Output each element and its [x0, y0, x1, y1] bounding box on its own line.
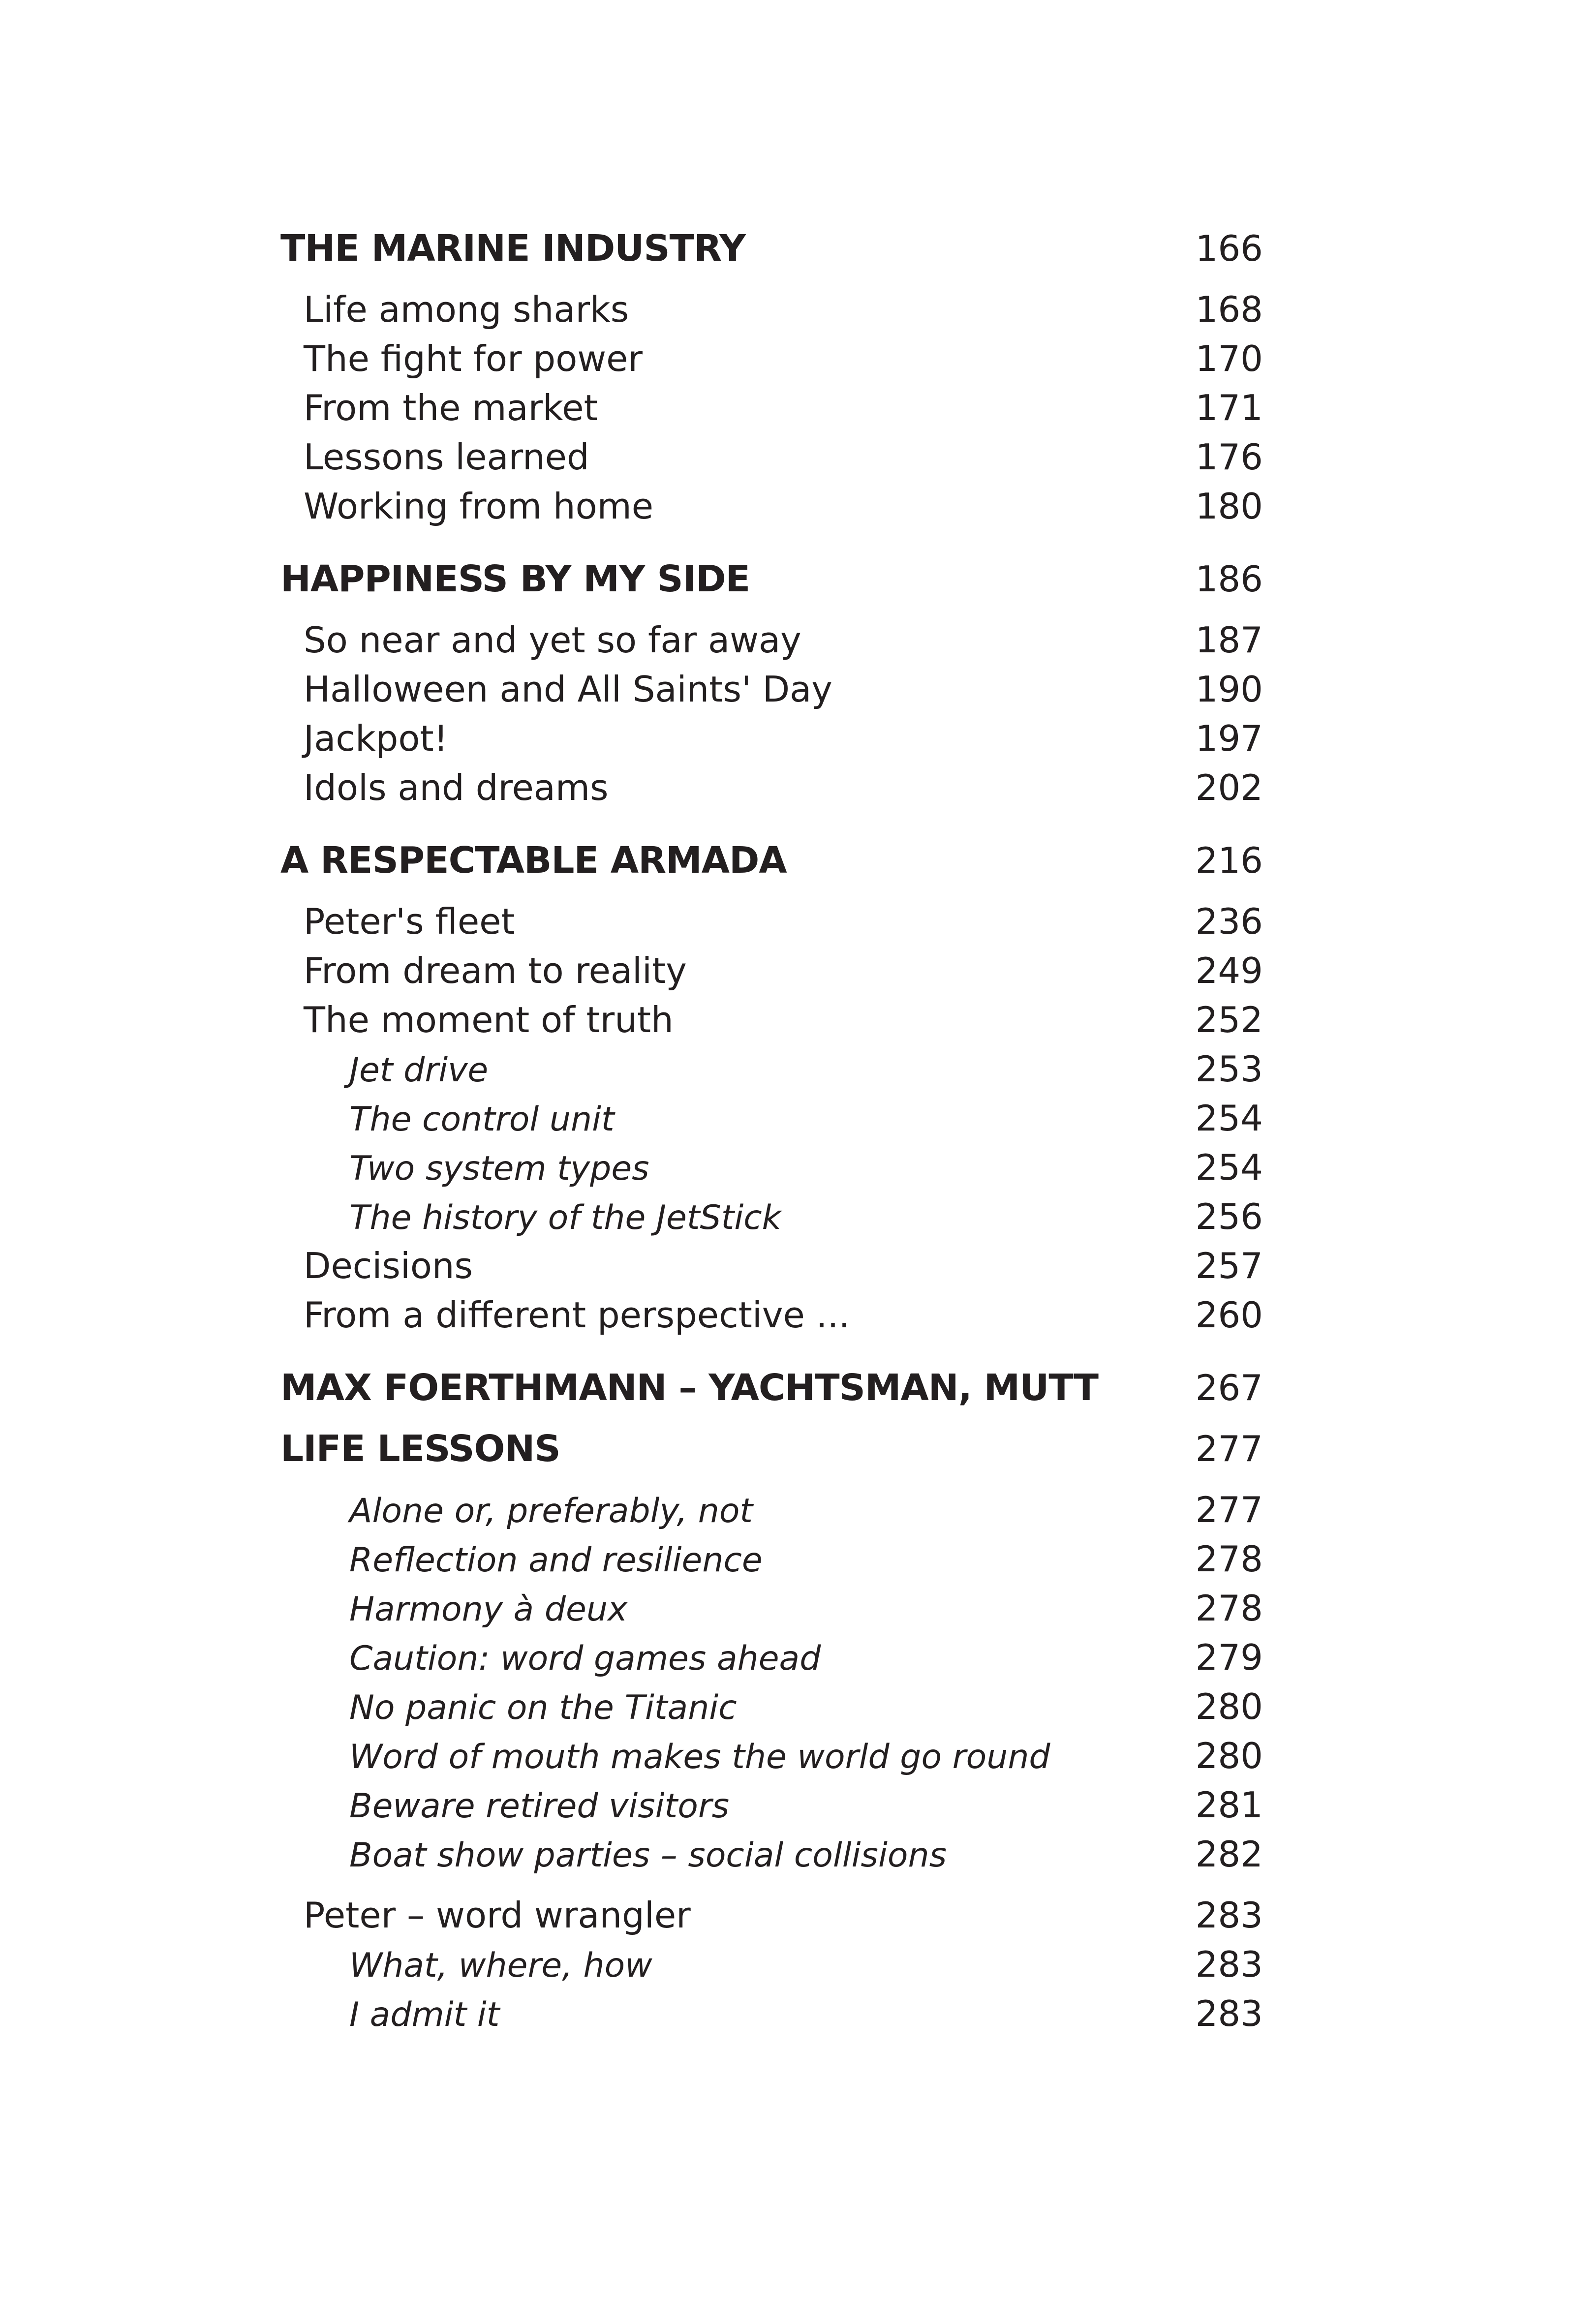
toc-page-number: 166 — [1195, 228, 1263, 269]
toc-page-number: 280 — [1195, 1735, 1263, 1776]
toc-entry-title: LIFE LESSONS — [280, 1428, 560, 1470]
toc-section-row — [280, 1241, 1263, 1290]
toc-page-number: 260 — [1195, 1294, 1263, 1336]
toc-chapter-row — [280, 224, 1263, 273]
toc-page-number: 283 — [1195, 1895, 1263, 1936]
toc-page-number: 186 — [1195, 558, 1263, 600]
toc-page-number: 176 — [1195, 436, 1263, 478]
toc-page-number: 256 — [1195, 1196, 1263, 1237]
toc-entry-title: So near and yet so far away — [304, 619, 801, 661]
toc-page-number: 283 — [1195, 1944, 1263, 1985]
toc-subsection-row — [280, 1485, 1263, 1534]
toc-entry-title: What, where, how — [349, 1946, 652, 1985]
toc-subsection-row — [280, 1830, 1263, 1879]
toc-section-row — [280, 482, 1263, 531]
toc-entry-title: HAPPINESS BY MY SIDE — [280, 558, 750, 600]
toc-entry-title: Caution: word games ahead — [349, 1639, 821, 1678]
toc-section-row — [280, 1290, 1263, 1340]
toc-subsection-row — [280, 1780, 1263, 1830]
toc-entry-title: Beware retired visitors — [349, 1787, 730, 1826]
toc-subsection-row — [280, 1192, 1263, 1241]
toc-chapter-row — [280, 1363, 1263, 1412]
toc-page-number: 197 — [1195, 718, 1263, 759]
toc-page-number: 249 — [1195, 950, 1263, 991]
toc-subsection-row — [280, 1731, 1263, 1780]
toc-subsection-row — [280, 1989, 1263, 2038]
toc-chapter-row — [280, 836, 1263, 885]
toc-entry-title: Harmony à deux — [349, 1590, 628, 1629]
toc-subsection-row — [280, 1940, 1263, 1989]
toc-section-row — [280, 615, 1263, 665]
toc-entry-title: The control unit — [349, 1100, 615, 1139]
table-of-contents — [280, 224, 1263, 2038]
toc-entry-title: Peter's fleet — [304, 901, 515, 942]
toc-page-number: 236 — [1195, 901, 1263, 942]
toc-page-number: 281 — [1195, 1784, 1263, 1826]
toc-entry-title: From the market — [304, 387, 598, 428]
toc-page-number: 282 — [1195, 1834, 1263, 1875]
toc-entry-title: The moment of truth — [304, 999, 674, 1040]
toc-entry-title: Alone or, preferably, not — [349, 1492, 753, 1530]
toc-page-number: 252 — [1195, 999, 1263, 1040]
toc-section-row — [280, 995, 1263, 1044]
toc-entry-title: The fight for power — [304, 338, 643, 379]
toc-section-row — [280, 1891, 1263, 1940]
toc-entry-title: Decisions — [304, 1245, 473, 1286]
toc-entry-title: Idols and dreams — [304, 767, 609, 808]
toc-section-row — [280, 383, 1263, 432]
toc-entry-title: I admit it — [349, 1995, 500, 2034]
toc-page-number: 277 — [1195, 1428, 1263, 1469]
toc-entry-title: Lessons learned — [304, 436, 589, 478]
toc-entry-title: Word of mouth makes the world go round — [349, 1738, 1050, 1776]
toc-entry-title: The history of the JetStick — [349, 1198, 781, 1237]
toc-entry-title: Jackpot! — [304, 718, 448, 759]
toc-page-number: 279 — [1195, 1637, 1263, 1678]
toc-section-row — [280, 946, 1263, 995]
toc-chapter-row — [280, 1424, 1263, 1473]
toc-page-number: 257 — [1195, 1245, 1263, 1286]
toc-page-number: 254 — [1195, 1147, 1263, 1188]
toc-section-row — [280, 665, 1263, 714]
toc-subsection-row — [280, 1584, 1263, 1633]
toc-entry-title: Working from home — [304, 486, 654, 527]
toc-entry-title: Halloween and All Saints' Day — [304, 669, 832, 710]
toc-page-number: 277 — [1195, 1489, 1263, 1530]
toc-section-row — [280, 334, 1263, 383]
toc-page-number: 280 — [1195, 1686, 1263, 1727]
toc-page-number: 278 — [1195, 1538, 1263, 1580]
toc-page-number: 171 — [1195, 387, 1263, 428]
toc-page-number: 187 — [1195, 619, 1263, 661]
toc-subsection-row — [280, 1633, 1263, 1682]
toc-page-number: 267 — [1195, 1367, 1263, 1408]
toc-page-number: 216 — [1195, 840, 1263, 881]
toc-entry-title: MAX FOERTHMANN – YACHTSMAN, MUTT — [280, 1367, 1098, 1409]
toc-page-number: 283 — [1195, 1993, 1263, 2034]
toc-entry-title: From dream to reality — [304, 950, 687, 991]
toc-page-number: 170 — [1195, 338, 1263, 379]
toc-entry-title: THE MARINE INDUSTRY — [280, 227, 745, 270]
toc-section-row — [280, 714, 1263, 763]
toc-section-row — [280, 763, 1263, 812]
toc-page-number: 278 — [1195, 1588, 1263, 1629]
toc-entry-title: From a different perspective ... — [304, 1294, 850, 1336]
toc-subsection-row — [280, 1044, 1263, 1094]
toc-subsection-row — [280, 1143, 1263, 1192]
toc-section-row — [280, 432, 1263, 482]
toc-section-row — [280, 897, 1263, 946]
toc-page-number: 190 — [1195, 669, 1263, 710]
toc-entry-title: Reflection and resilience — [349, 1541, 763, 1580]
toc-page-number: 202 — [1195, 767, 1263, 808]
toc-entry-title: Jet drive — [349, 1051, 489, 1090]
toc-page-number: 168 — [1195, 289, 1263, 330]
toc-entry-title: Peter – word wrangler — [304, 1895, 691, 1936]
toc-entry-title: Two system types — [349, 1149, 649, 1188]
toc-page-number: 180 — [1195, 486, 1263, 527]
toc-entry-title: A RESPECTABLE ARMADA — [280, 839, 787, 882]
toc-page-number: 253 — [1195, 1048, 1263, 1090]
toc-subsection-row — [280, 1682, 1263, 1731]
toc-entry-title: Boat show parties – social collisions — [349, 1836, 947, 1875]
toc-entry-title: No panic on the Titanic — [349, 1688, 737, 1727]
toc-entry-title: Life among sharks — [304, 289, 629, 330]
toc-chapter-row — [280, 554, 1263, 604]
toc-section-row — [280, 285, 1263, 334]
toc-subsection-row — [280, 1534, 1263, 1584]
toc-subsection-row — [280, 1094, 1263, 1143]
toc-page-number: 254 — [1195, 1098, 1263, 1139]
